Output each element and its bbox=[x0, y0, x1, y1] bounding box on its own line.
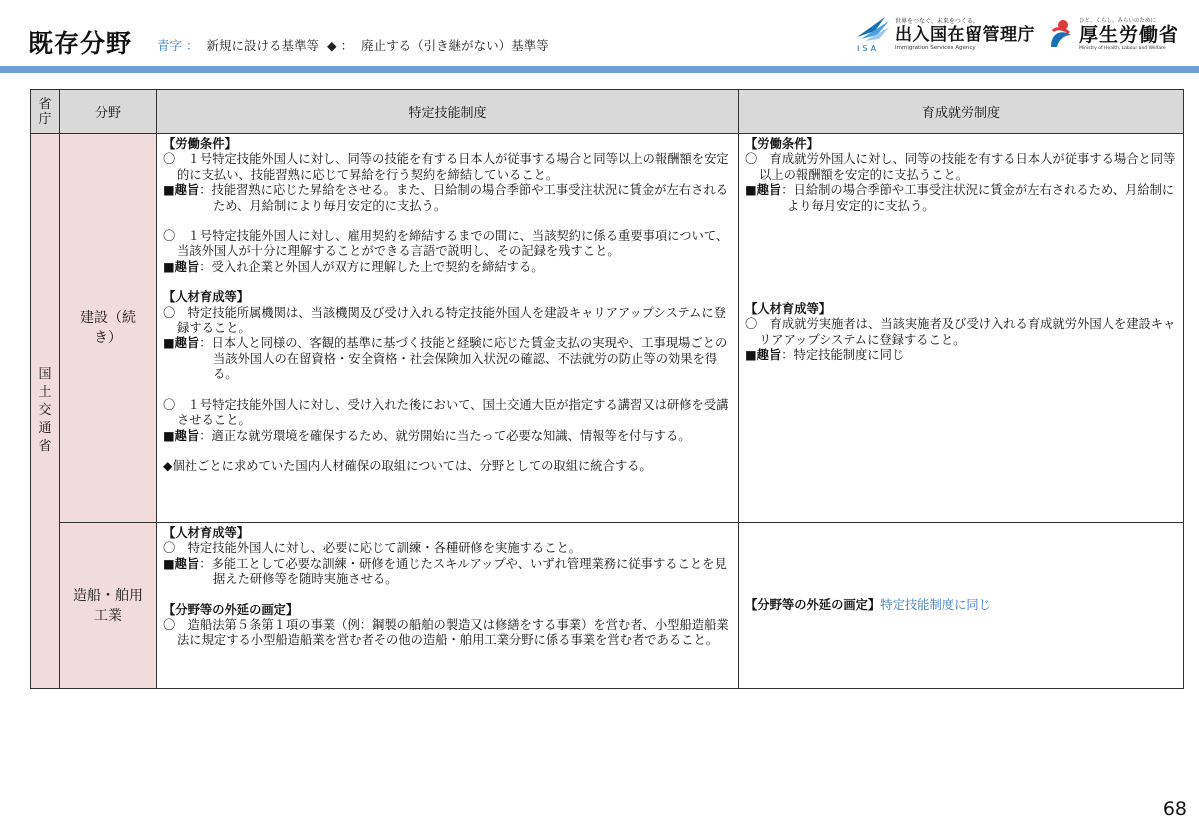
esw-cell-shipbuilding bbox=[739, 523, 1184, 689]
field-cell-construction bbox=[60, 134, 157, 523]
section-heading: 【分野等の外延の画定】 bbox=[745, 597, 881, 612]
isa-mark-icon bbox=[855, 13, 891, 53]
header-esw: 育成就労制度 bbox=[739, 90, 1184, 134]
legend-diamond-label: ◆ bbox=[327, 38, 337, 53]
note-label: ■趣旨 bbox=[745, 348, 782, 363]
ssw-cell-construction bbox=[157, 134, 739, 523]
note-text: ：適正な就労環境を確保するため、就労開始に当たって必要な知識、情報等を付与する。 bbox=[199, 428, 691, 443]
page-header bbox=[0, 0, 1199, 66]
header-ssw: 特定技能制度 bbox=[157, 90, 739, 134]
isa-name: 出入国在留管理庁 bbox=[894, 24, 1035, 45]
note bbox=[163, 557, 732, 588]
isa-tagline: 世界をつなぐ、未来をつくる。 bbox=[894, 17, 979, 25]
note bbox=[745, 348, 1177, 363]
legend-blue-sep: ： bbox=[186, 38, 199, 53]
note-text: ：日給制の場合季節や工事受注状況に賃金が左右されるため、月給制により毎月安定的に支払う。 bbox=[781, 183, 1175, 213]
note bbox=[163, 260, 732, 275]
isa-english: Immigration Services Agency bbox=[894, 44, 976, 51]
section-heading: 【分野等の外延の画定】 bbox=[163, 602, 299, 617]
paragraph: 〇 育成就労外国人に対し、同等の技能を有する日本人が従事する場合と同等以上の報酬額を安定的に支払うこと。 bbox=[745, 152, 1176, 182]
note-label: ■趣旨 bbox=[163, 336, 200, 351]
note-label: ■趣旨 bbox=[163, 556, 200, 571]
legend bbox=[157, 36, 553, 54]
section-heading: 【労働条件】 bbox=[745, 137, 819, 151]
mhlw-name: 厚生労働省 bbox=[1078, 23, 1179, 46]
note-label: ■趣旨 bbox=[745, 183, 782, 198]
ministry-cell bbox=[31, 134, 60, 689]
note-text: ：特定技能制度に同じ bbox=[781, 348, 905, 363]
ssw-cell-shipbuilding bbox=[157, 523, 739, 689]
table-header-row bbox=[31, 90, 1184, 134]
isa-logo bbox=[855, 13, 1035, 53]
note-text: ：多能工として必要な訓練・研修を通じたスキルアップや、いずれ管理業務に従事することを見据えた研修等を随時実施させる。 bbox=[199, 556, 727, 587]
header-field: 分野 bbox=[60, 90, 157, 134]
note bbox=[745, 183, 1177, 214]
header-ministry: 省庁 bbox=[31, 90, 60, 134]
legend-blue-text: 新規に設ける基準等 bbox=[206, 38, 320, 53]
legend-diamond-sep: ： bbox=[340, 38, 354, 53]
comparison-table bbox=[30, 89, 1184, 689]
table-row bbox=[31, 523, 1184, 689]
paragraph: 〇 造船法第５条第１項の事業（例：鋼製の船舶の製造又は修繕をする事業）を営む者、小型船造船業法に規定する小型船造船業を営む者その他の造船・舶用工業分野に係る事業を営む者であること。 bbox=[163, 618, 729, 648]
note-label: ■趣旨 bbox=[163, 428, 200, 443]
page-number: 68 bbox=[1162, 798, 1187, 820]
note-text: ：受入れ企業と外国人が双方に理解した上で契約を締結する。 bbox=[199, 259, 544, 274]
field-name: 建設（続き） bbox=[80, 310, 136, 346]
note-label: ■趣旨 bbox=[163, 259, 200, 274]
paragraph: 〇 １号特定技能外国人に対し、同等の技能を有する日本人が従事する場合と同等以上の報酬額を安定的に支払い、技能習熟に応じて昇給を行う契約を締結していること。 bbox=[163, 152, 729, 182]
paragraph: 〇 育成就労実施者は、当該実施者及び受け入れる育成就労外国人を建設キャリアアップシステムに登録すること。 bbox=[745, 317, 1176, 347]
legend-diamond-text: 廃止する（引き継がない）基準等 bbox=[361, 38, 549, 53]
isa-letters: ISA bbox=[856, 44, 880, 53]
section-heading: 【人材育成等】 bbox=[163, 290, 250, 305]
abolished-item: ◆個社ごとに求めていた国内人材確保の取組については、分野としての取組に統合する。 bbox=[163, 458, 652, 473]
section-heading: 【労働条件】 bbox=[163, 137, 237, 151]
table-row bbox=[31, 134, 1184, 523]
note bbox=[163, 429, 732, 444]
legend-blue-label: 青字 bbox=[157, 38, 183, 53]
comparison-table-wrap bbox=[30, 89, 1183, 689]
mhlw-logo bbox=[1047, 16, 1179, 51]
paragraph: 〇 特定技能所属機関は、当該機関及び受け入れる特定技能外国人を建設キャリアアップシステムに登録すること。 bbox=[163, 305, 727, 336]
note-label: ■趣旨 bbox=[163, 183, 200, 198]
field-cell-shipbuilding bbox=[60, 523, 157, 689]
paragraph: 〇 特定技能外国人に対し、必要に応じて訓練・各種研修を実施すること。 bbox=[163, 541, 582, 556]
new-standard-text: 特定技能制度に同じ bbox=[880, 597, 991, 612]
mhlw-tagline: ひと、くらし、みらいのために bbox=[1078, 17, 1156, 24]
mhlw-mark-icon bbox=[1047, 17, 1075, 49]
paragraph: 〇 １号特定技能外国人に対し、受け入れた後において、国土交通大臣が指定する講習又は研修を受講させること。 bbox=[163, 397, 729, 428]
note-text: ：日本人と同様の、客観的基準に基づく技能と経験に応じた賃金支払の実現や、工事現場ごとの当該外国人の在留資格・安全資格・社会保険加入状況の確認、不法就労の防止等の効果を得る。 bbox=[199, 336, 728, 382]
mhlw-english: Ministry of Health, Labour and Welfare bbox=[1078, 45, 1166, 51]
field-name: 造船・舶用工業 bbox=[73, 587, 143, 624]
esw-cell-construction bbox=[739, 134, 1184, 523]
header-divider bbox=[0, 66, 1199, 73]
section-heading: 【人材育成等】 bbox=[163, 526, 250, 540]
section-heading: 【人材育成等】 bbox=[745, 302, 832, 317]
logos bbox=[855, 10, 1179, 56]
note bbox=[163, 183, 732, 214]
note-text: ：技能習熟に応じた昇給をさせる。また、日給制の場合季節や工事受注状況に賃金が左右されるため、月給制により毎月安定的に支払う。 bbox=[199, 183, 728, 213]
note bbox=[163, 336, 732, 382]
ministry-name: 国土交通省 bbox=[38, 367, 52, 454]
page-title: 既存分野 bbox=[28, 29, 133, 58]
paragraph: 〇 １号特定技能外国人に対し、雇用契約を締結するまでの間に、当該契約に係る重要事項について、当該外国人が十分に理解することができる言語で説明し、その記録を残すこと。 bbox=[163, 229, 729, 259]
